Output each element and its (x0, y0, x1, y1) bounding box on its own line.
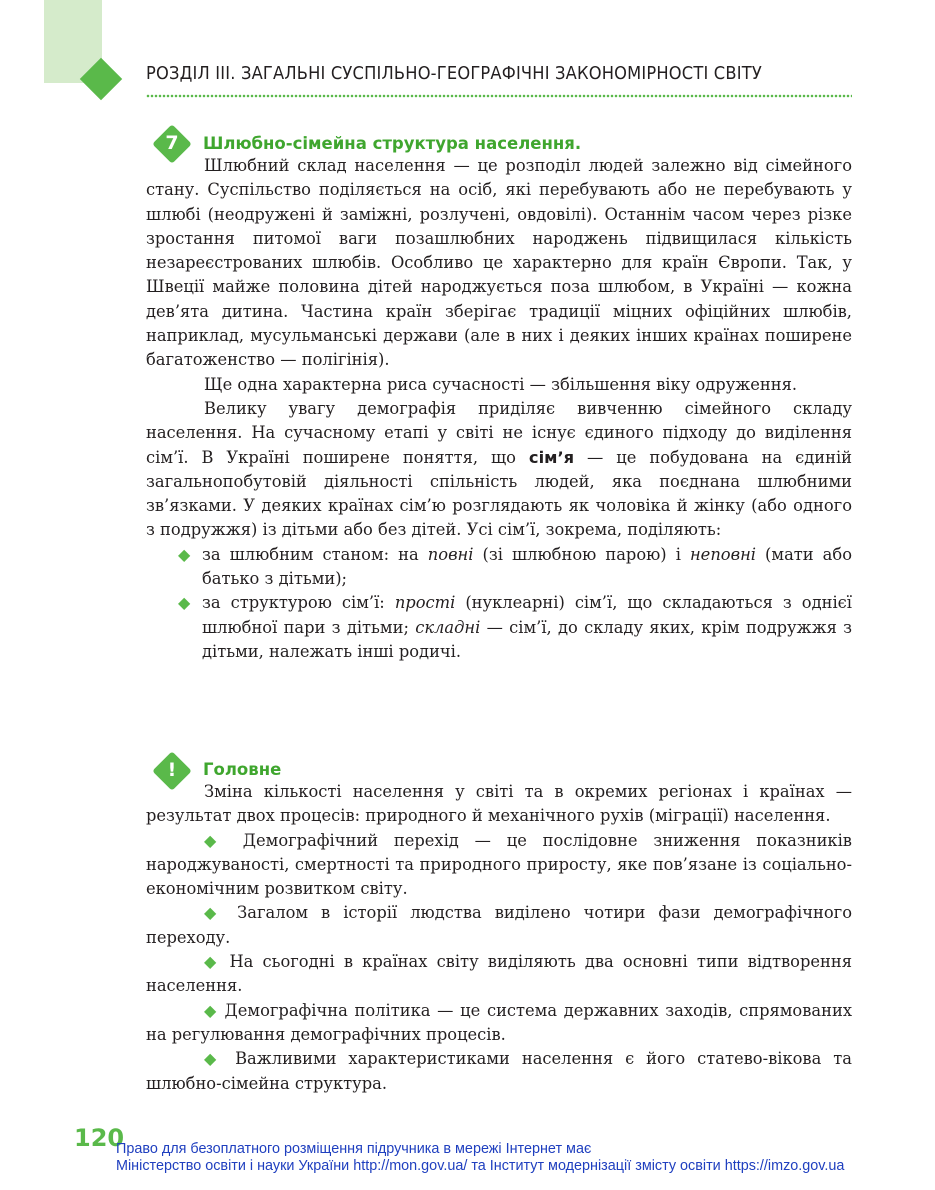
summary-body (146, 780, 852, 1096)
list-text: (нуклеарні) сім’ї, що складаються з однієї шлюбної пари з дітьми; (202, 593, 852, 637)
summary-item (146, 829, 852, 902)
paragraph-text: Велику увагу демографія приділяє вивченню сімейного складу населення. На сучасному етапі у світі не існує єдиного підходу до виділення сім’ї. В Україні поширене поняття, що (146, 398, 852, 467)
section-heading: Шлюбно-сімейна структура населення. (203, 134, 582, 153)
list-item (146, 591, 852, 664)
summary-item-text: На сьогодні в країнах світу виділяють два основні типи відтворення населення. (146, 952, 852, 996)
bullet-diamond-icon: ◆ (204, 1000, 218, 1020)
header-divider (146, 93, 852, 99)
paragraph: Шлюбний склад населення — це розподіл людей залежно від сімейного стану. Суспільство поділяється на осіб, які перебувають або не перебувають у шлюбі (неодружені й заміжні, розлучені, овдовілі). Останнім часом через різке зростання питомої ваги позашлюбних народжень підвищилася кількість незареєстрованих шлюбів. Особливо це характерно для країн Європи. Так, у Швеції майже половина дітей народжується поза шлюбом, в Україні — кожна дев’ята дитина. Частина країн зберігає традиції міцних офіційних шлюбів, наприклад, мусульманські держави (але в них і деяких інших країнах поширене багатоженство — полігінія). (146, 156, 852, 370)
bullet-diamond-icon: ◆ (204, 903, 225, 923)
summary-item-text: Загалом в історії людства виділено чотири фази демографічного переходу. (146, 903, 852, 947)
list-term: неповні (689, 544, 757, 564)
footer-links-line: Міністерство освіти і науки України http://mon.gov.ua/ та Інститут модернізації змісту освіти https://imzo.gov.ua (116, 1158, 845, 1174)
list-text: — сім’ї, до складу яких, крім подружжя з дітьми, належать інші родичі. (202, 617, 853, 661)
bullet-list (146, 543, 852, 664)
section-number: 7 (165, 132, 179, 154)
bullet-diamond-icon: ◆ (204, 1049, 224, 1069)
summary-intro: Зміна кількості населення у світі та в окремих регіонах і країнах — результат двох процесів: природного й механічного рухів (міграції) населення. (146, 782, 852, 826)
page-number: 120 (74, 1124, 125, 1152)
summary-item (146, 901, 852, 950)
chapter-title: РОЗДІЛ ІІІ. ЗАГАЛЬНІ СУСПІЛЬНО-ГЕОГРАФІЧНІ ЗАКОНОМІРНОСТІ СВІТУ (146, 64, 762, 84)
list-item (146, 543, 852, 592)
summary-item-text: Важливими характеристиками населення є його статево-вікова та шлюбно-сімейна структура. (146, 1049, 852, 1093)
bullet-diamond-icon: ◆ (204, 830, 227, 850)
list-text: за шлюбним станом: на (202, 544, 428, 564)
bullet-diamond-icon: ◆ (178, 544, 191, 564)
summary-item (146, 1047, 852, 1096)
section-body (146, 154, 852, 664)
paragraph-text: — це побудована на єдиній загальнопобутовій діяльності спільність людей, яка поєднана шлюбними зв’язками. У деяких країнах сім’ю розглядають як чоловіка й жінку (або одного з подружжя) із дітьми або без дітей. Усі сім’ї, зокрема, поділяють: (146, 447, 852, 540)
list-text: за структурою сім’ї: (202, 593, 395, 613)
summary-item-text: Демографічний перехід — це послідовне зниження показників народжуваності, смертності та природного приросту, яке пов’язане із соціально-економічним розвитком світу. (146, 830, 852, 899)
list-term: прості (394, 593, 456, 613)
list-term: складні (415, 617, 481, 637)
exclamation-mark: ! (167, 759, 177, 781)
bullet-diamond-icon: ◆ (178, 593, 191, 613)
footer-license-line: Право для безоплатного розміщення підручника в мережі Інтернет має (116, 1141, 592, 1157)
bullet-diamond-icon: ◆ (204, 952, 221, 972)
list-text: (зі шлюбною парою) і (473, 544, 690, 564)
list-term: повні (427, 544, 474, 564)
summary-item (146, 950, 852, 999)
summary-item-text: Демографічна політика — це система державних заходів, спрямованих на регулювання демографічних процесів. (146, 1000, 852, 1044)
summary-item (146, 999, 852, 1048)
term-family: сім’я (528, 447, 575, 467)
paragraph (146, 397, 852, 543)
list-text: (мати або батько з дітьми); (202, 544, 852, 589)
paragraph: Ще одна характерна риса сучасності — збільшення віку одруження. (204, 374, 798, 394)
summary-heading: Головне (203, 760, 282, 779)
